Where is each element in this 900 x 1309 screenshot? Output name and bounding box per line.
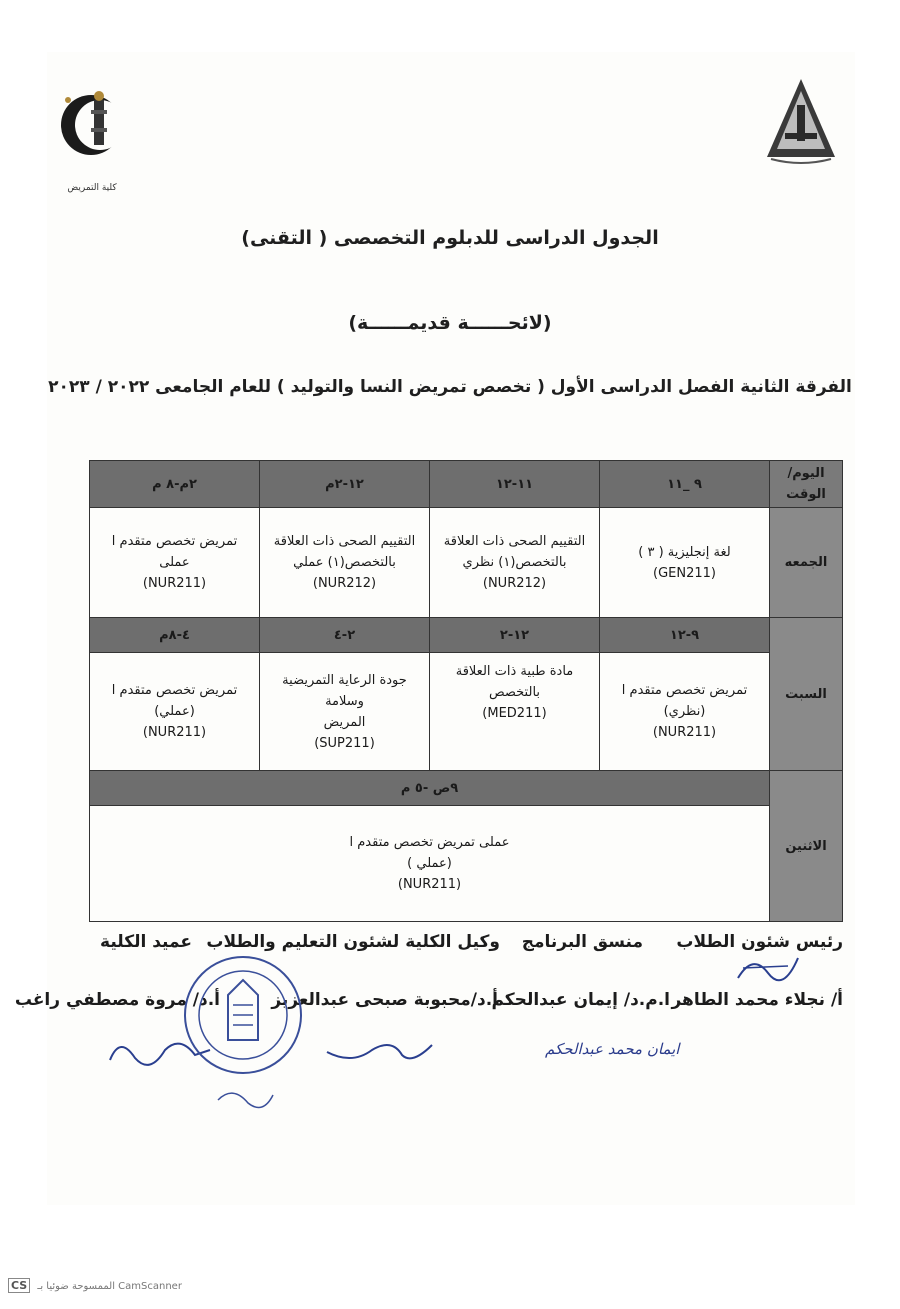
- course-title: التقييم الصحى ذات العلاقة: [273, 534, 416, 549]
- dean-role: عميد الكلية: [100, 932, 192, 952]
- time-slot: ١١-١٢: [430, 461, 600, 508]
- course-code: (NUR211): [397, 877, 462, 892]
- day-monday: الاثنين: [770, 771, 843, 922]
- friday-time-row: [90, 461, 843, 508]
- course-cell: [90, 508, 260, 618]
- student-affairs-role: رئيس شئون الطلاب: [676, 932, 843, 952]
- course-code: (SUP211): [314, 735, 375, 751]
- day-saturday: السبت: [770, 618, 843, 771]
- course-cell: [430, 653, 600, 771]
- course-cell: [600, 508, 770, 618]
- saturday-time-row: [90, 618, 843, 653]
- course-title: جودة الرعاية التمريضية وسلامة: [282, 672, 407, 709]
- course-code: (NUR211): [142, 725, 207, 740]
- course-code: (NUR211): [652, 725, 717, 740]
- monday-time-row: [90, 771, 843, 806]
- time-slot: ٢م-٨ م: [90, 461, 260, 508]
- vice-dean-signature: [322, 1030, 442, 1070]
- time-slot: ١٢-٢: [430, 618, 600, 653]
- dean-name: أ.د/ مروة مصطفي راغب: [14, 990, 220, 1010]
- course-cell: [260, 653, 430, 771]
- regulation-subtitle: (لائحــــــة قديمــــــة): [348, 312, 552, 334]
- time-slot: ٩ _١١: [600, 461, 770, 508]
- time-slot: ٢-٤: [260, 618, 430, 653]
- course-title: مادة طبية ذات العلاقة بالتخصص: [455, 664, 574, 700]
- time-slot: ٩-١٢: [600, 618, 770, 653]
- course-title: تمريض تخصص متقدم ا: [621, 683, 748, 698]
- course-cell: [260, 508, 430, 618]
- camscanner-text: الممسوحة ضوئيا بـ CamScanner: [37, 1281, 182, 1292]
- course-subtitle: بالتخصص(١) عملي: [293, 555, 396, 570]
- scanner-footer: [8, 1278, 182, 1293]
- course-subtitle: (نظري): [663, 704, 706, 719]
- saturday-course-row: [90, 653, 843, 771]
- time-slot: ٩ص -٥ م: [90, 771, 770, 806]
- course-title: تمريض تخصص متقدم ا: [111, 534, 238, 549]
- course-title: عملى تمريض تخصص متقدم ا: [349, 835, 510, 850]
- course-cell: [90, 806, 770, 922]
- monday-course-row: [90, 806, 843, 922]
- program-coordinator-role: منسق البرنامج: [521, 932, 643, 952]
- course-code: (GEN211): [653, 565, 716, 581]
- course-cell: [430, 508, 600, 618]
- schedule-title: الجدول الدراسى للدبلوم التخصصى ( التقنى): [241, 227, 659, 249]
- course-cell: [90, 653, 260, 771]
- friday-course-row: [90, 508, 843, 618]
- course-code: (NUR212): [482, 576, 547, 591]
- corner-header: اليوم/الوقت: [770, 461, 843, 508]
- time-slot: ٤-٨م: [90, 618, 260, 653]
- course-code: (NUR211): [142, 576, 207, 591]
- student-affairs-name: أ/ نجلاء محمد الطاهر: [671, 990, 843, 1010]
- vice-dean-name: أ.د/محبوبة صبحى عبدالعزيز: [271, 990, 498, 1010]
- vice-dean-role: وكيل الكلية لشئون التعليم والطلاب: [206, 932, 500, 952]
- day-friday: الجمعه: [770, 508, 843, 618]
- course-code: (NUR212): [312, 576, 377, 591]
- official-stamp: [178, 935, 308, 1125]
- program-coordinator-name: ا.م.د/ إيمان عبدالحكم: [491, 990, 670, 1010]
- student-affairs-signature: [733, 948, 803, 988]
- course-subtitle: (عملي): [154, 704, 195, 719]
- schedule-table: [89, 460, 843, 922]
- camscanner-badge: CS: [8, 1278, 30, 1293]
- course-subtitle: بالتخصص(١) نظري: [462, 555, 567, 570]
- course-title: تمريض تخصص متقدم ا: [111, 683, 238, 698]
- program-coordinator-signature: ايمان محمد عبدالحكم: [545, 1040, 680, 1058]
- course-subtitle: (عملي ): [407, 856, 452, 871]
- nursing-faculty-logo: [56, 70, 126, 200]
- term-heading: الفرقة الثانية الفصل الدراسى الأول ( تخصص تمريض النسا والتوليد ) للعام الجامعى ٢٠٢٢ / ٢٠٢٣: [48, 377, 852, 397]
- course-subtitle: المريض: [323, 714, 366, 730]
- course-subtitle: عملى: [159, 555, 190, 570]
- course-title: لغة إنجليزية ( ٣ ): [638, 544, 731, 560]
- university-logo: [763, 75, 839, 165]
- course-cell: [600, 653, 770, 771]
- course-title: التقييم الصحى ذات العلاقة: [443, 534, 586, 549]
- time-slot: ١٢-٢م: [260, 461, 430, 508]
- logo-caption: كلية التمريض: [67, 183, 117, 193]
- course-code: (MED211): [482, 706, 547, 721]
